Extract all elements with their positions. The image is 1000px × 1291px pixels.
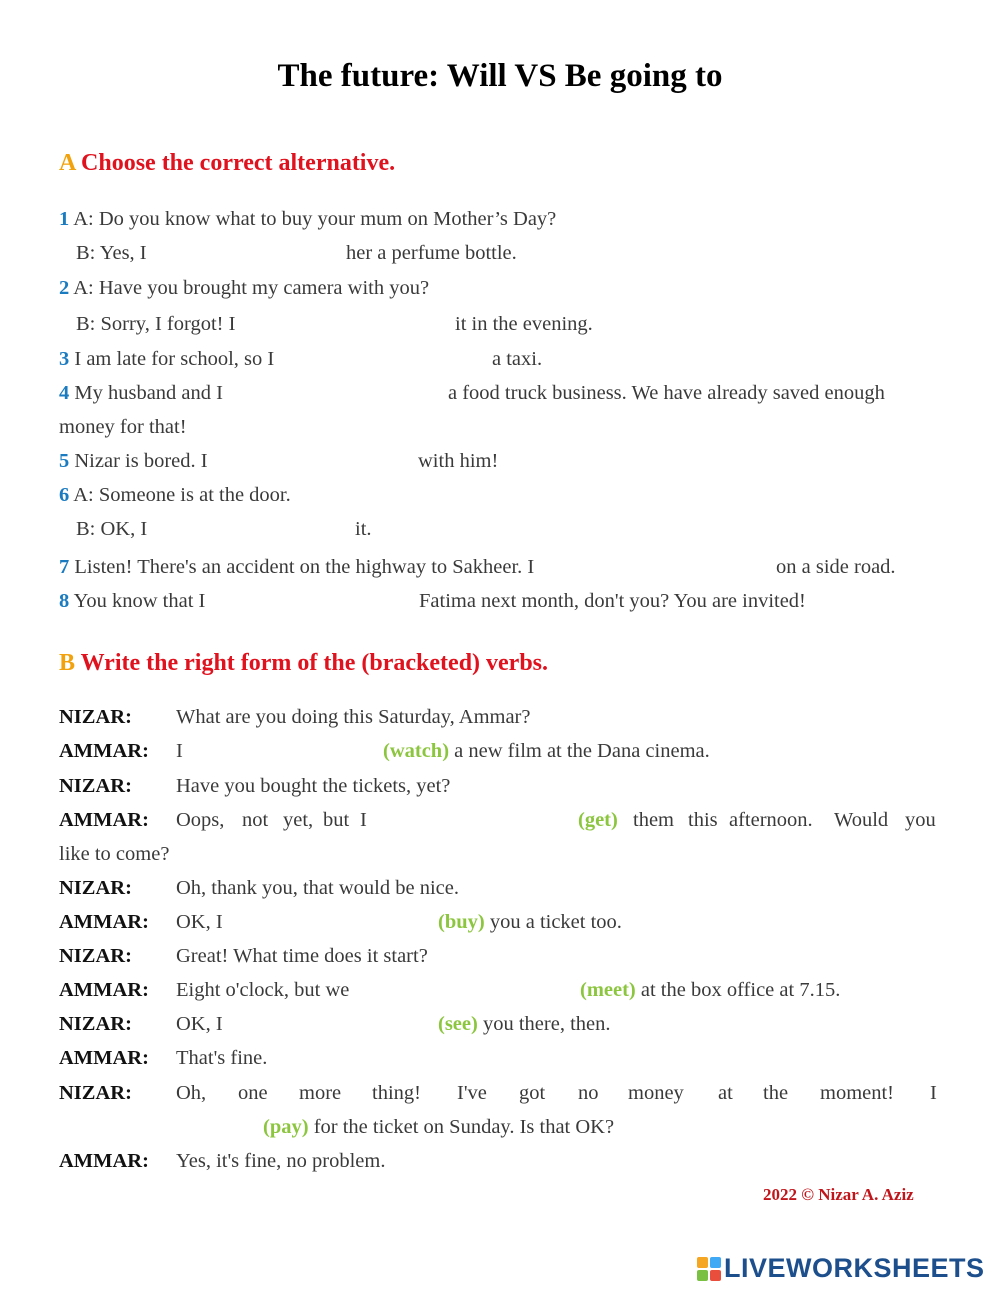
- item-1-line-b-end: her a perfume bottle.: [346, 242, 517, 264]
- word: them: [633, 809, 674, 831]
- page-title: The future: Will VS Be going to: [277, 58, 723, 94]
- item-text: My husband and I: [74, 382, 223, 404]
- dialogue-text: you there, then.: [482, 1013, 611, 1035]
- logo-text: LIVEWORKSHEETS: [724, 1253, 985, 1283]
- speaker-label: AMMAR:: [59, 1047, 149, 1069]
- logo-cube: [697, 1257, 708, 1268]
- speaker-label: NIZAR:: [59, 877, 132, 899]
- item-1-line-b: [76, 242, 147, 265]
- word: I: [930, 1082, 937, 1104]
- word: the: [763, 1082, 789, 1104]
- bracketed-verb: (pay): [263, 1116, 309, 1138]
- item-4-line: [59, 382, 223, 405]
- item-text: A: Have you brought my camera with you?: [73, 277, 430, 299]
- bracketed-verb: (buy): [438, 911, 485, 933]
- dialogue-line: Have you bought the tickets, yet?: [176, 775, 451, 797]
- word: Oh,: [176, 1082, 207, 1104]
- speaker-label: NIZAR:: [59, 1013, 132, 1035]
- item-number: 8: [59, 590, 70, 612]
- item-5-line-end: with him!: [418, 450, 499, 472]
- item-7-line-end: on a side road.: [776, 556, 896, 578]
- speaker-label: AMMAR:: [59, 911, 149, 933]
- item-3-line: [59, 348, 274, 371]
- word: one: [238, 1082, 268, 1104]
- section-a-title: Choose the correct alternative.: [81, 150, 396, 176]
- item-number: 1: [59, 208, 70, 230]
- word: afternoon.: [729, 809, 813, 831]
- bracketed-verb: (meet): [580, 979, 636, 1001]
- speaker-label: NIZAR:: [59, 945, 132, 967]
- word: thing!: [372, 1082, 421, 1104]
- item-text: Nizar is bored. I: [74, 450, 208, 472]
- item-number: 6: [59, 484, 70, 506]
- item-4-line-end: a food truck business. We have already saved enough: [448, 382, 885, 404]
- speaker-label: AMMAR:: [59, 740, 149, 762]
- section-b-heading: [59, 650, 548, 677]
- item-text: A: Someone is at the door.: [73, 484, 291, 506]
- dialogue-line: Eight o'clock, but we: [176, 979, 350, 1001]
- item-2-line-b-end: it in the evening.: [455, 313, 593, 335]
- bracketed-verb: (get): [578, 809, 618, 831]
- logo-cube: [697, 1270, 708, 1281]
- dialogue-line-end: [438, 1013, 610, 1036]
- section-b-title: Write the right form of the (bracketed) verbs.: [80, 650, 549, 676]
- dialogue-line-end: [383, 740, 710, 763]
- item-text: Listen! There's an accident on the highway to Sakheer. I: [74, 556, 535, 578]
- item-number: 4: [59, 382, 70, 404]
- dialogue-line: Great! What time does it start?: [176, 945, 428, 967]
- item-8-line-end: Fatima next month, don't you? You are invited!: [419, 590, 806, 612]
- dialogue-text: you a ticket too.: [489, 911, 622, 933]
- speaker-label: NIZAR:: [59, 706, 132, 728]
- word: I've: [457, 1082, 487, 1104]
- section-a-heading: [59, 150, 395, 177]
- word: you: [905, 809, 936, 831]
- bracketed-verb: (see): [438, 1013, 478, 1035]
- section-b-letter: B: [59, 650, 76, 676]
- item-4-line-cont: money for that!: [59, 416, 187, 438]
- dialogue-line: OK, I: [176, 1013, 223, 1035]
- word: at: [718, 1082, 733, 1104]
- dialogue-line: Oh, thank you, that would be nice.: [176, 877, 459, 899]
- word: I: [360, 809, 367, 831]
- item-number: 7: [59, 556, 70, 578]
- section-a-letter: A: [59, 150, 76, 176]
- dialogue-line: That's fine.: [176, 1047, 268, 1069]
- dialogue-text: at the box office at 7.15.: [640, 979, 841, 1001]
- speaker-label: NIZAR:: [59, 775, 132, 797]
- dialogue-line-end: [580, 979, 840, 1002]
- item-1-line-a: [59, 208, 556, 231]
- item-5-line: [59, 450, 208, 473]
- word: Would: [834, 809, 889, 831]
- item-number: 2: [59, 277, 70, 299]
- speaker-label: AMMAR:: [59, 809, 149, 831]
- dialogue-line: [176, 809, 224, 832]
- logo-cube: [710, 1270, 721, 1281]
- speaker-label: AMMAR:: [59, 979, 149, 1001]
- speaker-label: NIZAR:: [59, 1082, 132, 1104]
- word: got: [519, 1082, 546, 1104]
- dialogue-line: Yes, it's fine, no problem.: [176, 1150, 386, 1172]
- dialogue-line: What are you doing this Saturday, Ammar?: [176, 706, 531, 728]
- bracketed-verb-wrap: [578, 809, 618, 832]
- dialogue-line: I: [176, 740, 183, 762]
- dialogue-text: for the ticket on Sunday. Is that OK?: [313, 1116, 615, 1138]
- item-2-line-b: B: Sorry, I forgot! I: [76, 313, 236, 335]
- dialogue-line: OK, I: [176, 911, 223, 933]
- bracketed-verb: (watch): [383, 740, 450, 762]
- dialogue-line-end: [438, 911, 622, 934]
- speaker-label: AMMAR:: [59, 1150, 149, 1172]
- dialogue-line-cont: [263, 1116, 614, 1139]
- word: not: [242, 809, 269, 831]
- item-3-line-end: a taxi.: [492, 348, 543, 370]
- logo-cubes-icon: [697, 1257, 721, 1281]
- word: yet,: [283, 809, 314, 831]
- copyright-notice: 2022 © Nizar A. Aziz: [763, 1185, 914, 1204]
- word: this: [688, 809, 718, 831]
- item-text: A: Do you know what to buy your mum on Mother’s Day?: [73, 208, 557, 230]
- word: moment!: [820, 1082, 895, 1104]
- word: but: [323, 809, 350, 831]
- word: money: [628, 1082, 684, 1104]
- word: no: [578, 1082, 599, 1104]
- item-text: I am late for school, so I: [74, 348, 275, 370]
- item-7-line: [59, 556, 534, 579]
- logo-cube: [710, 1257, 721, 1268]
- word: more: [299, 1082, 342, 1104]
- item-2-line-a: [59, 277, 429, 300]
- dialogue-line-cont: like to come?: [59, 843, 170, 865]
- item-6-line-b-end: it.: [355, 518, 372, 540]
- item-number: 3: [59, 348, 70, 370]
- item-6-line-b: B: OK, I: [76, 518, 148, 540]
- dialogue-text: a new film at the Dana cinema.: [454, 740, 710, 762]
- item-text: You know that I: [73, 590, 206, 612]
- item-8-line: [59, 590, 205, 613]
- liveworksheets-logo[interactable]: [697, 1253, 985, 1284]
- item-number: 5: [59, 450, 70, 472]
- item-text: B: Yes, I: [76, 242, 147, 264]
- item-6-line-a: [59, 484, 291, 507]
- word: Oops,: [176, 809, 225, 831]
